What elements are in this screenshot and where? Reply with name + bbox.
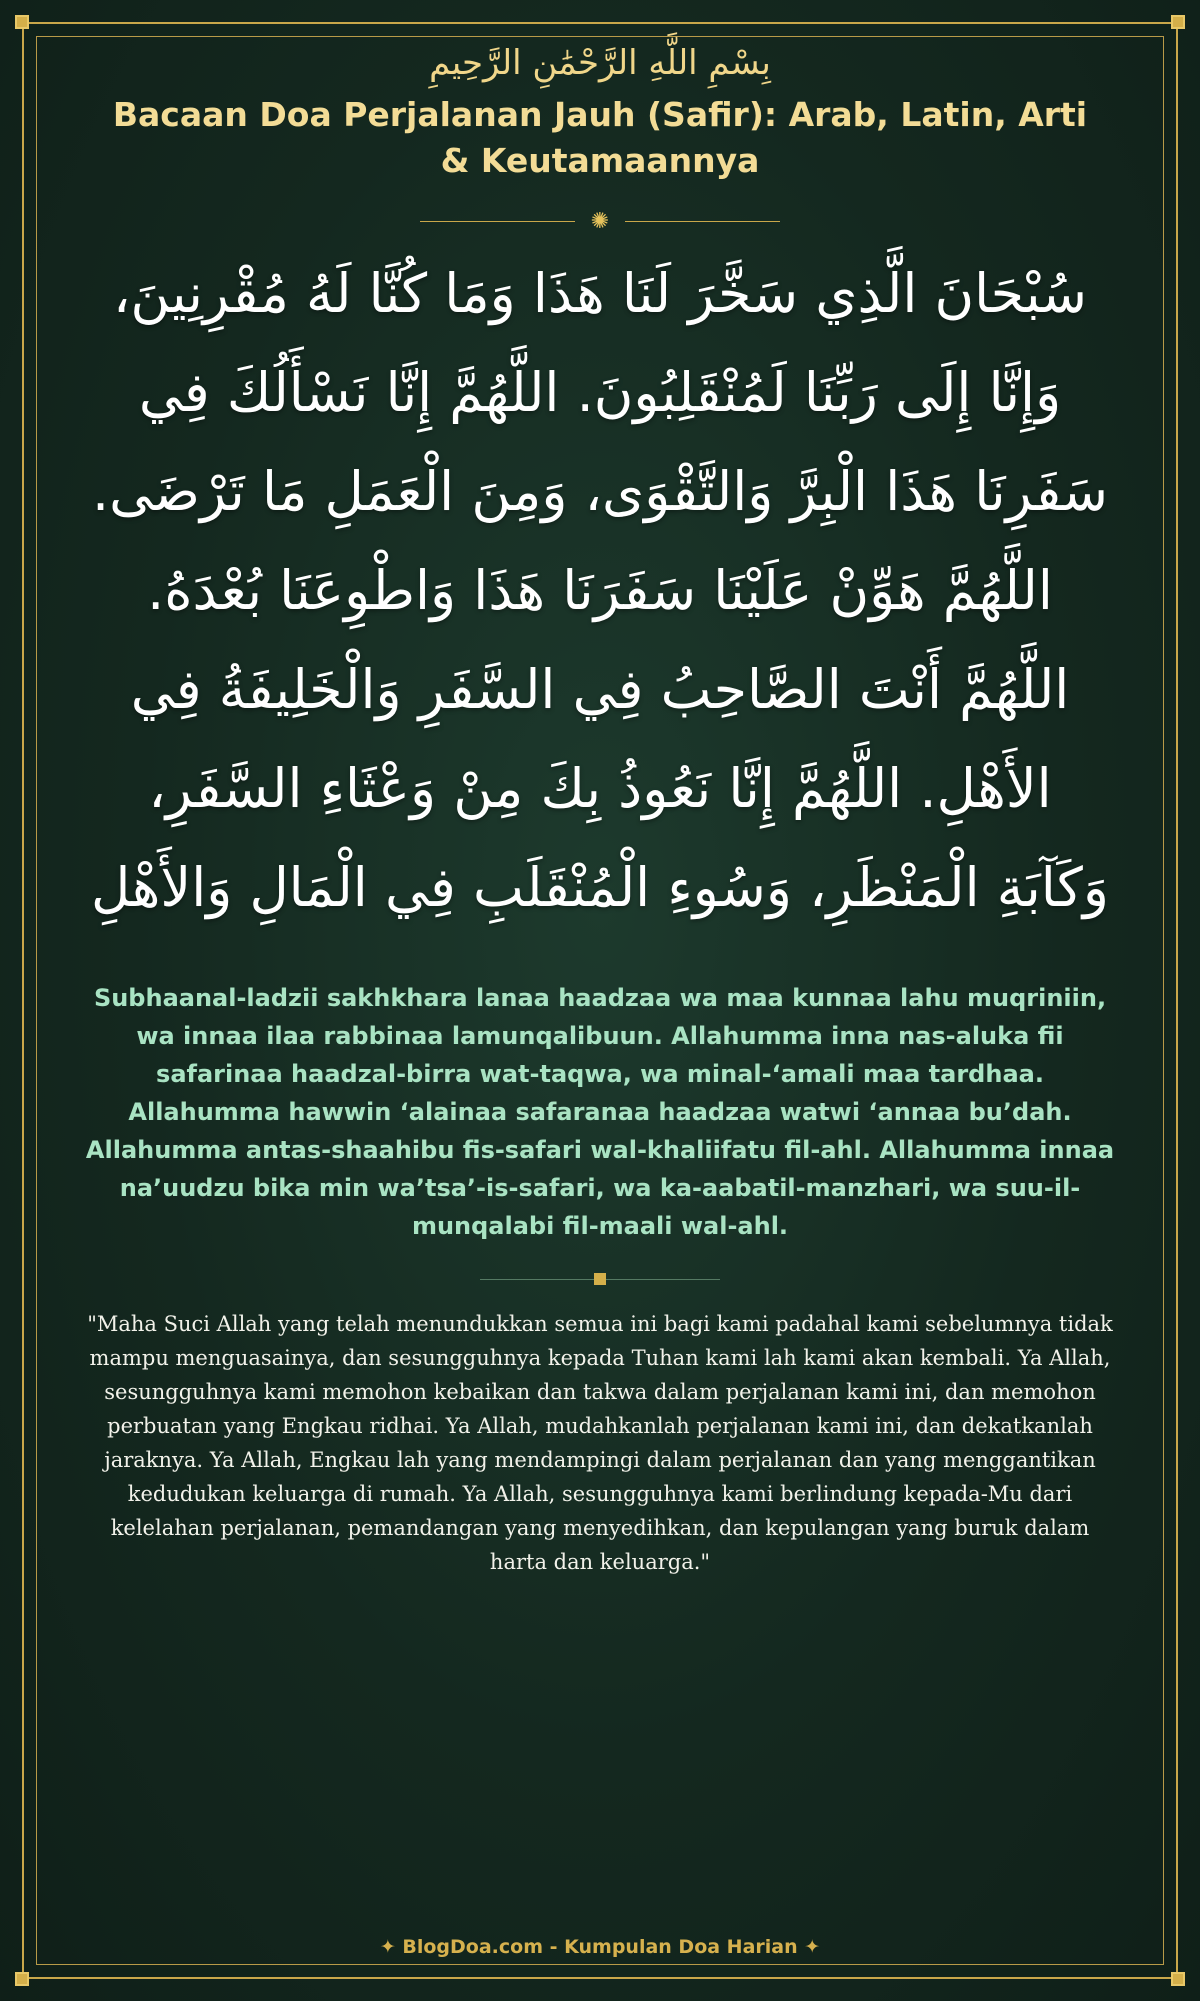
corner-ornament-bottom-right-icon — [1171, 1972, 1185, 1986]
doa-latin-transliteration: Subhaanal-ladzii sakhkhara lanaa haadzaa wa maa kunnaa lahu muqriniin, wa innaa ilaa rabbinaa lamunqalibuun. Allahumma inna nas-aluka fii safarinaa haadzal-birra wat-taqwa, wa minal-‘amali maa tardhaa. Allahumma hawwin ‘alainaa safaranaa haadzaa watwi ‘annaa bu’dah. Allahumma antas-shaahibu fis-safari wal-khaliifatu fil-ahl. Allahumma innaa na’uudzu bika min wa’tsa’-is-safari, wa ka-aabatil-manzhari, wa suu-il-munqalabi fil-maali wal-ahl. — [85, 983, 1115, 1240]
divider-line-right — [625, 221, 780, 222]
corner-ornament-bottom-left-icon — [15, 1972, 29, 1986]
doa-arabic-text: سُبْحَانَ الَّذِي سَخَّرَ لَنَا هَذَا وَمَا كُنَّا لَهُ مُقْرِنِينَ، وَإِنَّا إِلَى رَبِّنَا لَمُنْقَلِبُونَ. اللَّهُمَّ إِنَّا نَسْأَلُكَ فِي سَفَرِنَا هَذَا الْبِرَّ وَالتَّقْوَى، وَمِنَ الْعَمَلِ مَا تَرْضَى. اللَّهُمَّ هَوِّنْ عَلَيْنَا سَفَرَنَا هَذَا وَاطْوِعَنَا بُعْدَهُ. اللَّهُمَّ أَنْتَ الصَّاحِبُ فِي السَّفَرِ وَالْخَلِيفَةُ فِي الأَهْلِ. اللَّهُمَّ إِنَّا نَعُوذُ بِكَ مِنْ وَعْثَاءِ السَّفَرِ، وَكَآبَةِ الْمَنْظَرِ، وَسُوءِ الْمُنْقَلَبِ فِي الْمَالِ وَالأَهْلِ — [91, 261, 1109, 919]
doa-meaning-translation: "Maha Suci Allah yang telah menundukkan semua ini bagi kami padahal kami sebelumnya tidak mampu menguasainya, dan sesungguhnya kepada Tuhan kami lah kami akan kembali. Ya Allah, sesungguhnya kami memohon kebaikan dan takwa dalam perjalanan kami ini, dan memohon perbuatan yang Engkau ridhai. Ya Allah, mudahkanlah perjalanan kami ini, dan dekatkanlah jaraknya. Ya Allah, Engkau lah yang mendampingi dalam perjalanan dan yang menggantikan kedudukan keluarga di rumah. Ya Allah, sesungguhnya kami berlindung kepada-Mu dari kelelahan perjalanan, pemandangan yang menyedihkan, dan kepulangan yang buruk dalam harta dan keluarga." — [87, 1311, 1113, 1574]
bismillah-heading: بِسْمِ اللَّهِ الرَّحْمَٰنِ الرَّحِيمِ — [429, 43, 771, 83]
divider-line-left — [420, 221, 575, 222]
star-ornament-icon: ✺ — [590, 208, 610, 234]
ornament-divider-middle — [480, 1271, 720, 1287]
corner-ornament-top-left-icon — [15, 15, 29, 29]
corner-ornament-top-right-icon — [1171, 15, 1185, 29]
ornament-divider-top — [420, 210, 780, 234]
diamond-ornament-icon — [594, 1273, 606, 1285]
doa-card-content — [80, 40, 1120, 1579]
page-title: Bacaan Doa Perjalanan Jauh (Safir): Arab, Latin, Arti & Keutamaannya — [112, 94, 1088, 180]
footer-credit: ✦ BlogDoa.com - Kumpulan Doa Harian ✦ — [379, 1936, 821, 1958]
